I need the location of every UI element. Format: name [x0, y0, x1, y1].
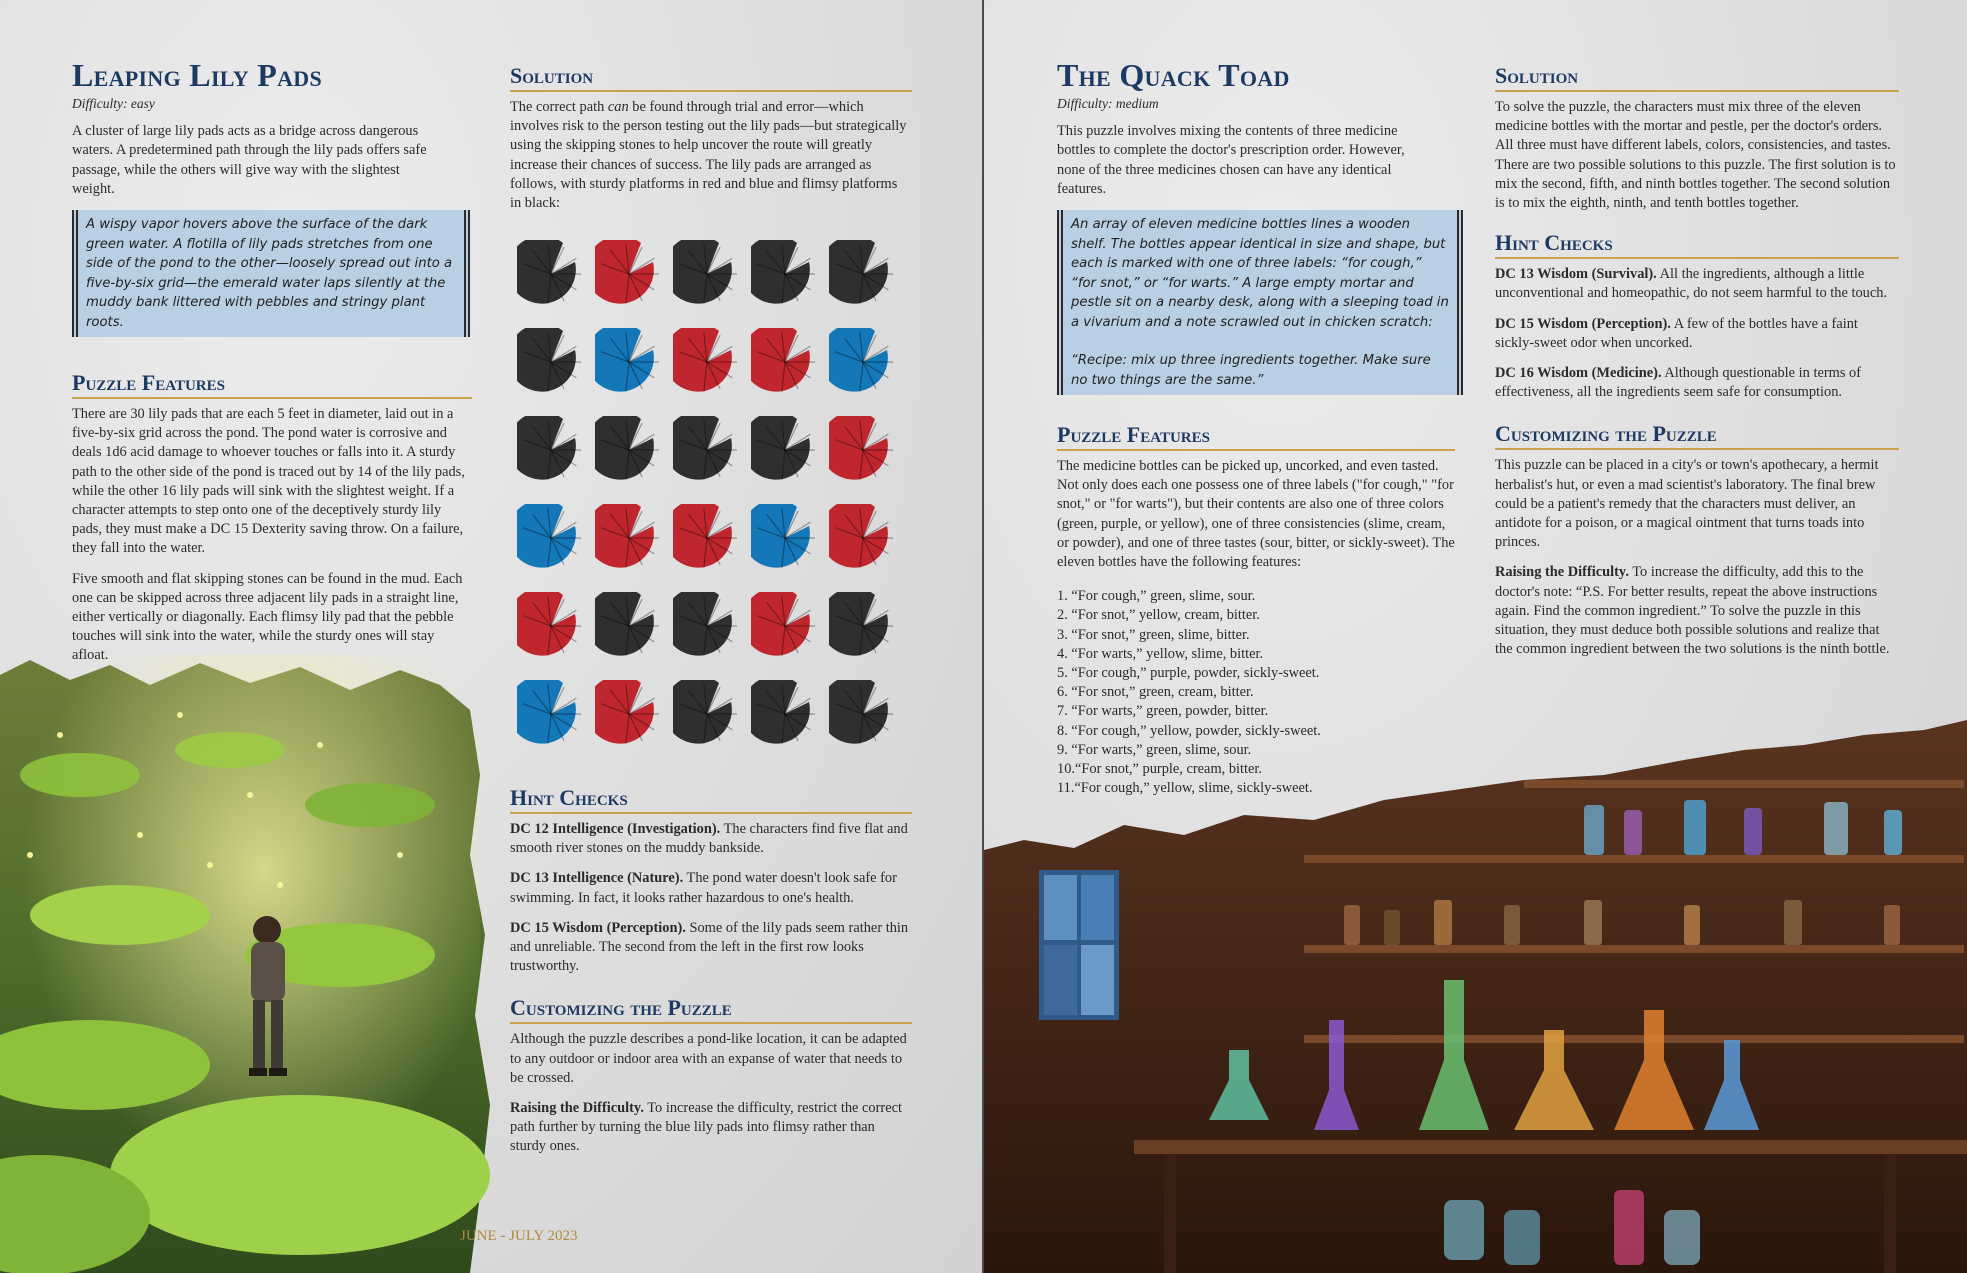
lily-pad-black: [829, 240, 897, 308]
hint-1-label: DC 12 Intelligence (Investigation).: [510, 821, 721, 837]
lily-pad-red: [829, 416, 897, 484]
lily-pond-illustration: [0, 655, 500, 1273]
features-paragraph-1: There are 30 lily pads that are each 5 feet in diameter, laid out in a five-by-six grid across the pond. The pond water is corrosive and deals 1d6 acid damage to whoever touches or falls into it. A sturdy path to the other side of the pond is traced out by 14 of the lily pads, while the other 16 lily pads will sink with the slightest weight. If a character attempts to step onto one of the deceptively sturdy lily pads, they must make a DC 15 Dexterity saving throw. On a failure, they fall into the water.: [72, 406, 465, 557]
left-page: [0, 0, 982, 1273]
solution-text-post: be found through trial and error—which involves risk to the person testing out the lily pads—but strategically using the skipping stones to help uncover the route will greatly increase their chances of success. The lily pads are arranged as follows, with sturdy platforms in red and blue and flimsy platforms in black:: [510, 99, 907, 212]
lily-pad-black: [751, 240, 819, 308]
solution-paragraph: [510, 98, 912, 213]
raising-difficulty-text-right: To increase the difficulty, add this to the doctor's note: “P.S. For better results, repeat the above instructions again. Find the common ingredient.” To solve the puzzle in this situation, they must deduce both possible solutions and realize that the common ingredient between the two solutions is the ninth bottle.: [1495, 564, 1890, 658]
lily-pad-black: [595, 416, 663, 484]
lily-pad-black: [595, 592, 663, 660]
raising-difficulty-label: Raising the Difficulty.: [510, 1100, 644, 1117]
bottle-item: 5. “For cough,” purple, powder, sickly-sweet.: [1057, 665, 1320, 682]
hint-3-right: [1495, 364, 1899, 402]
lily-pad-blue: [517, 504, 585, 572]
lily-pad-black: [673, 592, 741, 660]
lily-pad-black: [673, 416, 741, 484]
raising-difficulty: [510, 1099, 912, 1157]
bottle-item: 8. “For cough,” yellow, powder, sickly-sweet.: [1057, 722, 1321, 739]
bottle-item: 9. “For warts,” green, slime, sour.: [1057, 741, 1252, 758]
bottle-item: 3. “For snot,” green, slime, bitter.: [1057, 626, 1250, 643]
raising-difficulty-right: [1495, 563, 1899, 659]
hint-3-text: Some of the lily pads seem rather thin and unreliable. The second from the left in the first row looks trustworthy.: [510, 919, 909, 975]
solution-paragraph-right: To solve the puzzle, the characters must mix three of the eleven medicine bottles with the mortar and pestle, per the doctor's orders. All three must have different labels, colors, consistencies, and tastes. There are two possible solutions to this puzzle. The first solution is to mix the second, fifth, and ninth bottles together. The second solution is to mix the eighth, ninth, and tenth bottles together.: [1495, 99, 1896, 212]
lily-pad-red: [829, 504, 897, 572]
read-aloud-text: A wispy vapor hovers above the surface of the dark green water. A flotilla of lily pads stretches from one side of the pond to the other—loosely spread out into a five-by-six grid—the emerald water laps silently at the muddy bank littered with pebbles and stringy plant roots.: [86, 217, 453, 330]
bottle-item: 11.“For cough,” yellow, slime, sickly-sweet.: [1057, 780, 1313, 797]
section-heading-solution-right: Solution: [1495, 64, 1899, 92]
hint-2-right: [1495, 315, 1899, 353]
bottle-item: 7. “For warts,” green, powder, bitter.: [1057, 703, 1269, 720]
read-aloud-box-right: [1057, 210, 1463, 395]
right-column-2: [1495, 64, 1899, 670]
hint-3-label: DC 15 Wisdom (Perception).: [510, 919, 686, 936]
lily-pad-black: [673, 680, 741, 748]
customizing-paragraph: Although the puzzle describes a pond-like location, it can be adapted to any outdoor or indoor area with an expanse of water that needs to be crossed.: [510, 1031, 907, 1086]
features-paragraph-right: The medicine bottles can be picked up, uncorked, and even tasted. Not only does each one possess one of three labels ("for cough," "for snot," or "for warts"), but their contents are also one of three colors (green, purple, or yellow), one of three consistencies (slime, cream, or powder), and one of three tastes (sour, bitter, or sickly-sweet). The eleven bottles have the following features:: [1057, 458, 1455, 571]
solution-text-pre: The correct path: [510, 99, 608, 115]
hint-3-label-right: DC 16 Wisdom (Medicine).: [1495, 365, 1662, 382]
right-column-1: [1057, 58, 1455, 798]
lily-pad-black: [517, 416, 585, 484]
section-heading-hints-right: Hint Checks: [1495, 231, 1899, 259]
solution-text-em: can: [607, 99, 629, 115]
lily-pad-blue: [595, 328, 663, 396]
bottle-item: 6. “For snot,” green, cream, bitter.: [1057, 684, 1254, 701]
left-column-2: [510, 64, 912, 224]
hint-2-label-right: DC 15 Wisdom (Perception).: [1495, 315, 1671, 332]
lily-pad-blue: [829, 328, 897, 396]
left-column-1: [72, 58, 472, 677]
section-heading-customizing: Customizing the Puzzle: [510, 996, 912, 1024]
right-page: [984, 0, 1967, 1273]
raising-difficulty-text: To increase the difficulty, restrict the correct path further by turning the blue lily pads into flimsy rather than sturdy ones.: [510, 1100, 902, 1155]
lily-pad-red: [751, 592, 819, 660]
lily-pad-blue: [751, 504, 819, 572]
lily-pad-black: [517, 328, 585, 396]
lily-pad-black: [751, 416, 819, 484]
lily-pad-black: [517, 240, 585, 308]
page-title-right: The Quack Toad: [1057, 57, 1290, 93]
lily-pad-black: [751, 680, 819, 748]
bottle-item: 10.“For snot,” purple, cream, bitter.: [1057, 761, 1263, 778]
intro-paragraph-right: This puzzle involves mixing the contents of three medicine bottles to complete the doctor's prescription order. However, none of the three medicines chosen can have any identical features.: [1057, 123, 1405, 197]
lily-pad-grid: [517, 240, 907, 760]
difficulty-label-right: Difficulty: medium: [1057, 96, 1159, 111]
section-heading-customizing-right: Customizing the Puzzle: [1495, 422, 1899, 450]
hint-2-text: The pond water doesn't look safe for swimming. In fact, it looks rather hazardous to one's health.: [510, 870, 897, 906]
bottle-item: 2. “For snot,” yellow, cream, bitter.: [1057, 607, 1260, 624]
lily-pad-red: [517, 592, 585, 660]
section-heading-features-right: Puzzle Features: [1057, 423, 1455, 451]
read-aloud-box: [72, 210, 470, 337]
lily-pad-red: [595, 240, 663, 308]
lily-pad-black: [829, 680, 897, 748]
lily-pad-blue: [517, 680, 585, 748]
bottle-item: 4. “For warts,” yellow, slime, bitter.: [1057, 645, 1264, 662]
lily-pad-black: [829, 592, 897, 660]
lily-pad-red: [595, 680, 663, 748]
section-heading-hints: Hint Checks: [510, 786, 912, 814]
difficulty-label: Difficulty: easy: [72, 96, 155, 111]
customizing-paragraph-right: This puzzle can be placed in a city's or town's apothecary, a hermit herbalist's hut, or even a mad scientist's laboratory. The final brew could be a patient's remedy that the characters must deliver, an antidote for a poison, or a magical ointment that turns toads into princes.: [1495, 457, 1879, 551]
bottle-item: 1. “For cough,” green, slime, sour.: [1057, 588, 1256, 605]
apothecary-illustration: [984, 720, 1967, 1273]
lily-pad-red: [673, 504, 741, 572]
left-column-2-lower: [510, 786, 912, 1168]
hint-2-label: DC 13 Intelligence (Nature).: [510, 870, 684, 887]
hint-2-text-right: A few of the bottles have a faint sickly-sweet odor when uncorked.: [1495, 315, 1858, 351]
read-aloud-text-1: An array of eleven medicine bottles lines a wooden shelf. The bottles appear identical in size and shape, but each is marked with one of three labels: “for cough,” “for snot,” or “for warts.” A large empty mortar and pestle sit on a nearby desk, along with a sleeping toad in a vivarium and a note scrawled out in chicken scratch:: [1071, 217, 1449, 330]
section-heading-features: Puzzle Features: [72, 371, 472, 399]
hint-3-text-right: Although questionable in terms of effectiveness, all the ingredients seem safe for consumption.: [1495, 365, 1862, 401]
bottle-list: [1057, 587, 1455, 798]
hint-3: [510, 919, 912, 977]
hint-1-label-right: DC 13 Wisdom (Survival).: [1495, 266, 1657, 283]
raising-difficulty-label-right: Raising the Difficulty.: [1495, 564, 1629, 581]
page-title: Leaping Lily Pads: [72, 57, 323, 93]
lily-pad-red: [595, 504, 663, 572]
page-footer: JUNE - JULY 2023: [460, 1228, 578, 1244]
lily-pad-black: [673, 240, 741, 308]
lily-pad-red: [751, 328, 819, 396]
hint-1: [510, 820, 912, 858]
section-heading-solution: Solution: [510, 64, 912, 92]
intro-paragraph: A cluster of large lily pads acts as a bridge across dangerous waters. A predetermined path through the lily pads offers safe passage, while the others will give way with the slightest weight.: [72, 123, 427, 197]
read-aloud-text-2: “Recipe: mix up three ingredients together. Make sure no two things are the same.”: [1071, 353, 1431, 388]
lily-pad-red: [673, 328, 741, 396]
features-paragraph-2: Five smooth and flat skipping stones can be found in the mud. Each one can be skipped across three adjacent lily pads in a straight line, either vertically or diagonally. Each flimsy lily pad that the pebble touches will sink into the water, while the sturdy ones will stay afloat.: [72, 570, 463, 664]
hint-1-right: [1495, 265, 1899, 303]
hint-1-text-right: All the ingredients, although a little unconventional and homeopathic, do not seem harmful to the touch.: [1495, 266, 1888, 302]
hint-1-text: The characters find five flat and smooth river stones on the muddy bankside.: [510, 821, 908, 857]
hint-2: [510, 869, 912, 907]
